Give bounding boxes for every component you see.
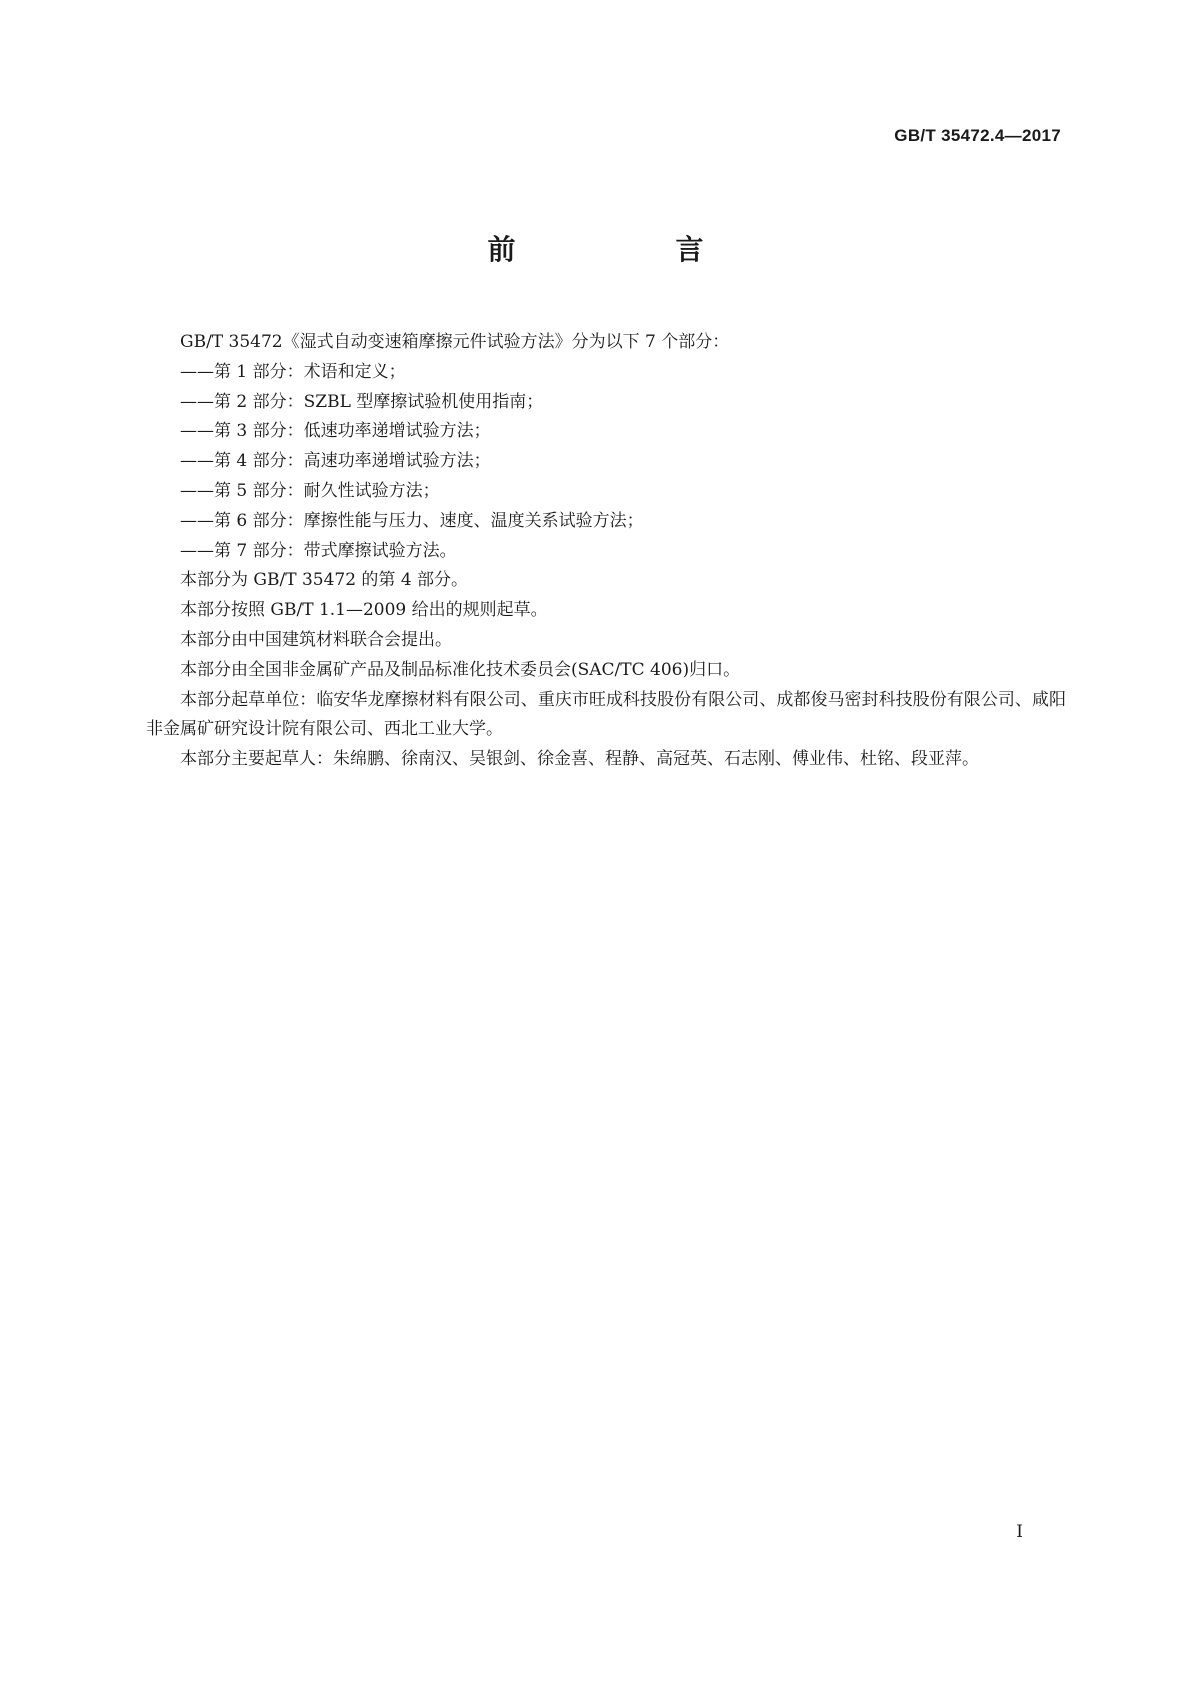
page-number: I <box>1016 1522 1023 1542</box>
centralized-by-paragraph: 本部分由全国非金属矿产品及制品标准化技术委员会(SAC/TC 406)归口。 <box>180 659 741 680</box>
list-item-part-7: ——第 7 部分：带式摩擦试验方法。 <box>180 540 457 561</box>
list-item-part-1: ——第 1 部分：术语和定义； <box>180 361 406 382</box>
drafting-units-paragraph: 本部分起草单位：临安华龙摩擦材料有限公司、重庆市旺成科技股份有限公司、成都俊马密封科技股份有限公司、咸阳非金属矿研究设计院有限公司、西北工业大学。 <box>146 689 1066 740</box>
part-of-paragraph: 本部分为 GB/T 35472 的第 4 部分。 <box>180 570 469 591</box>
drafters-paragraph: 本部分主要起草人：朱绵鹏、徐南汉、吴银剑、徐金喜、程静、高冠英、石志刚、傅业伟、杜铭、段亚萍。 <box>180 749 979 770</box>
intro-paragraph: GB/T 35472《湿式自动变速箱摩擦元件试验方法》分为以下 7 个部分： <box>180 332 730 352</box>
drafting-rules-paragraph: 本部分按照 GB/T 1.1—2009 给出的规则起草。 <box>180 600 548 621</box>
foreword-body <box>146 328 1066 775</box>
list-item-part-6: ——第 6 部分：摩擦性能与压力、速度、温度关系试验方法； <box>180 510 644 531</box>
list-item-part-2: ——第 2 部分：SZBL 型摩擦试验机使用指南； <box>180 391 544 412</box>
standard-code-header: GB/T 35472.4—2017 <box>894 126 1061 145</box>
list-item-part-4: ——第 4 部分：高速功率递增试验方法； <box>180 451 491 472</box>
list-item-part-3: ——第 3 部分：低速功率递增试验方法； <box>180 421 491 442</box>
page-title: 前 言 <box>487 233 770 266</box>
proposed-by-paragraph: 本部分由中国建筑材料联合会提出。 <box>180 629 452 650</box>
list-item-part-5: ——第 5 部分：耐久性试验方法； <box>180 480 440 501</box>
